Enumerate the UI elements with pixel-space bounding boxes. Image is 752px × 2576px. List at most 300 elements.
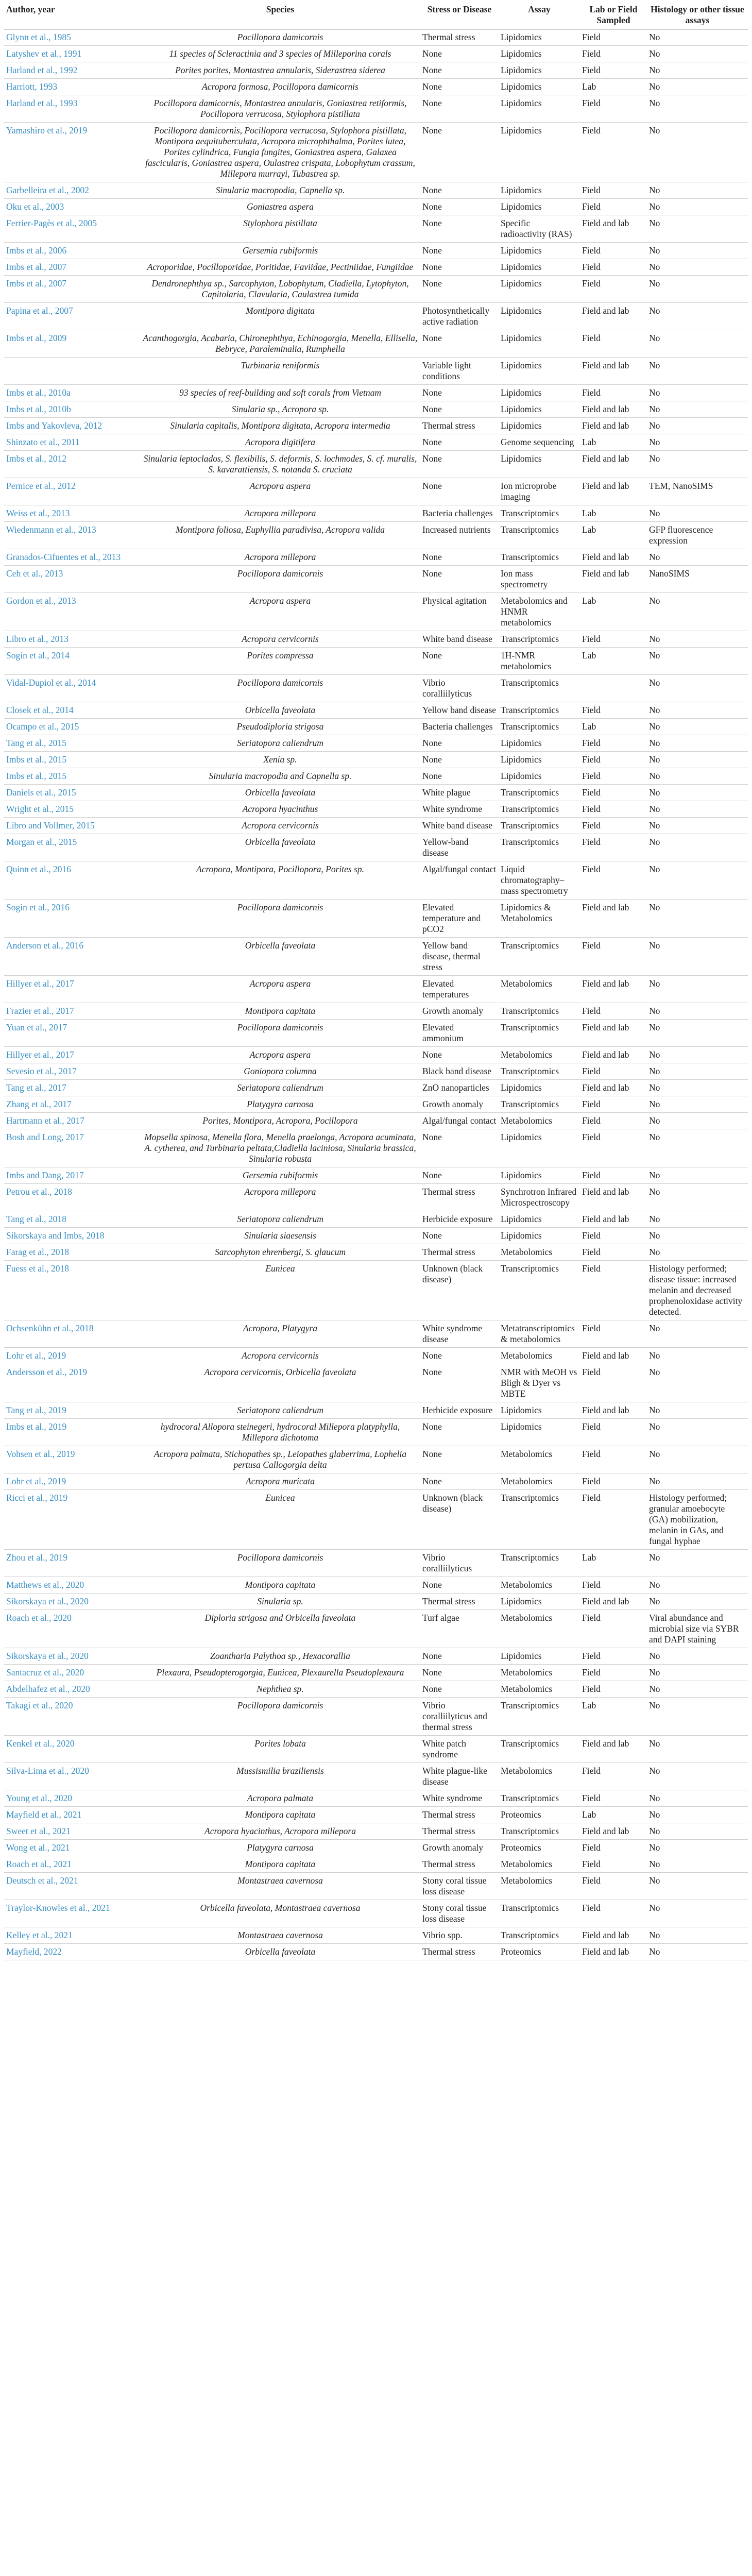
- cell-assay: Transcriptomics: [499, 834, 580, 861]
- cell-author[interactable]: Anderson et al., 2016: [4, 938, 140, 976]
- header-histology: Histology or other tissue assays: [647, 3, 748, 29]
- cell-author[interactable]: Andersson et al., 2019: [4, 1364, 140, 1402]
- cell-author[interactable]: Vidal-Dupiol et al., 2014: [4, 675, 140, 702]
- cell-lab-or-field: Field and lab: [580, 549, 647, 566]
- cell-species: Montipora foliosa, Euphyllia paradivisa, Acropora valida: [140, 522, 420, 549]
- cell-species: Pocillopora damicornis: [140, 1550, 420, 1577]
- cell-author[interactable]: Takagi et al., 2020: [4, 1698, 140, 1736]
- cell-assay: Metabolomics: [499, 1348, 580, 1364]
- cell-histology: Viral abundance and microbial size via SYBR and DAPI staining: [647, 1610, 748, 1648]
- cell-species: hydrocoral Allopora steinegeri, hydrocoral Millepora platyphylla, Millepora dichotoma: [140, 1419, 420, 1446]
- cell-species: Sinularia sp., Acropora sp.: [140, 401, 420, 418]
- cell-lab-or-field: Field: [580, 123, 647, 182]
- table-row: [4, 1473, 748, 1490]
- table-row: [4, 900, 748, 938]
- cell-histology: No: [647, 95, 748, 123]
- cell-author[interactable]: Imbs et al., 2010a: [4, 385, 140, 401]
- cell-stress: Growth anomaly: [420, 1003, 499, 1020]
- header-row: [4, 3, 748, 29]
- cell-histology: No: [647, 62, 748, 79]
- cell-lab-or-field: Field: [580, 1648, 647, 1665]
- cell-histology: No: [647, 900, 748, 938]
- cell-species: Porites compressa: [140, 648, 420, 675]
- table-row: [4, 401, 748, 418]
- cell-author[interactable]: Santacruz et al., 2020: [4, 1665, 140, 1681]
- cell-author[interactable]: Wiedenmann et al., 2013: [4, 522, 140, 549]
- cell-species: Orbicella faveolata: [140, 702, 420, 719]
- cell-histology: No: [647, 1167, 748, 1184]
- table-row: [4, 276, 748, 303]
- cell-histology: No: [647, 79, 748, 95]
- cell-author[interactable]: Daniels et al., 2015: [4, 785, 140, 801]
- cell-histology: No: [647, 1020, 748, 1047]
- cell-lab-or-field: Field: [580, 631, 647, 648]
- cell-lab-or-field: Lab: [580, 434, 647, 451]
- cell-assay: Metabolomics: [499, 1665, 580, 1681]
- cell-lab-or-field: Field and lab: [580, 303, 647, 330]
- cell-author[interactable]: Imbs and Dang, 2017: [4, 1167, 140, 1184]
- table-row: [4, 358, 748, 385]
- cell-species: Acropora aspera: [140, 1047, 420, 1063]
- cell-assay: Transcriptomics: [499, 702, 580, 719]
- cell-author[interactable]: Ricci et al., 2019: [4, 1490, 140, 1550]
- cell-histology: No: [647, 675, 748, 702]
- table-row: [4, 385, 748, 401]
- cell-histology: No: [647, 434, 748, 451]
- cell-species: Acropora cervicornis: [140, 818, 420, 834]
- cell-author[interactable]: Imbs et al., 2007: [4, 259, 140, 276]
- cell-author[interactable]: Silva-Lima et al., 2020: [4, 1763, 140, 1790]
- cell-author[interactable]: Yuan et al., 2017: [4, 1020, 140, 1047]
- cell-author[interactable]: Petrou et al., 2018: [4, 1184, 140, 1211]
- cell-lab-or-field: Field: [580, 1129, 647, 1167]
- table-row: [4, 1594, 748, 1610]
- cell-assay: Lipidomics: [499, 1419, 580, 1446]
- cell-assay: Lipidomics: [499, 358, 580, 385]
- cell-lab-or-field: Field: [580, 1665, 647, 1681]
- cell-species: Sinularia macropodia, Capnella sp.: [140, 182, 420, 199]
- cell-histology: No: [647, 1873, 748, 1900]
- cell-histology: No: [647, 631, 748, 648]
- cell-author[interactable]: Farag et al., 2018: [4, 1244, 140, 1261]
- cell-assay: Lipidomics: [499, 1402, 580, 1419]
- cell-species: 11 species of Scleractinia and 3 species of Milleporina corals: [140, 46, 420, 62]
- cell-stress: None: [420, 735, 499, 752]
- table-row: [4, 1736, 748, 1763]
- cell-stress: White plague: [420, 785, 499, 801]
- cell-author[interactable]: Glynn et al., 1985: [4, 29, 140, 46]
- cell-author[interactable]: Kelley et al., 2021: [4, 1927, 140, 1944]
- cell-stress: None: [420, 549, 499, 566]
- cell-assay: Transcriptomics: [499, 1490, 580, 1550]
- cell-stress: Thermal stress: [420, 1184, 499, 1211]
- cell-histology: No: [647, 768, 748, 785]
- cell-species: Montipora capitata: [140, 1577, 420, 1594]
- cell-author[interactable]: Closek et al., 2014: [4, 702, 140, 719]
- cell-stress: None: [420, 79, 499, 95]
- cell-species: Montipora capitata: [140, 1807, 420, 1823]
- cell-assay: Lipidomics: [499, 1167, 580, 1184]
- cell-stress: Elevated temperatures: [420, 976, 499, 1003]
- cell-histology: No: [647, 549, 748, 566]
- cell-author[interactable]: Tang et al., 2015: [4, 735, 140, 752]
- cell-author[interactable]: Sogin et al., 2016: [4, 900, 140, 938]
- cell-author[interactable]: Kenkel et al., 2020: [4, 1736, 140, 1763]
- cell-author[interactable]: Sevesio et al., 2017: [4, 1063, 140, 1080]
- table-row: [4, 648, 748, 675]
- cell-histology: No: [647, 1681, 748, 1698]
- cell-histology: No: [647, 1113, 748, 1129]
- cell-author[interactable]: Lohr et al., 2019: [4, 1473, 140, 1490]
- cell-author[interactable]: Imbs et al., 2010b: [4, 401, 140, 418]
- cell-lab-or-field: Field: [580, 1167, 647, 1184]
- cell-author[interactable]: Frazier et al., 2017: [4, 1003, 140, 1020]
- cell-species: Mussismilia braziliensis: [140, 1763, 420, 1790]
- cell-stress: Yellow band disease, thermal stress: [420, 938, 499, 976]
- cell-species: Platygyra carnosa: [140, 1840, 420, 1856]
- cell-assay: Transcriptomics: [499, 719, 580, 735]
- cell-histology: No: [647, 451, 748, 478]
- cell-lab-or-field: Field: [580, 785, 647, 801]
- cell-author[interactable]: Ocampo et al., 2015: [4, 719, 140, 735]
- header-assay: Assay: [499, 3, 580, 29]
- cell-species: Orbicella faveolata: [140, 834, 420, 861]
- cell-author[interactable]: Gordon et al., 2013: [4, 593, 140, 631]
- cell-species: Orbicella faveolata: [140, 938, 420, 976]
- cell-histology: No: [647, 1364, 748, 1402]
- cell-author[interactable]: Mayfield et al., 2021: [4, 1807, 140, 1823]
- cell-assay: Lipidomics: [499, 1594, 580, 1610]
- cell-assay: Lipidomics: [499, 768, 580, 785]
- cell-histology: No: [647, 1577, 748, 1594]
- table-row: [4, 1003, 748, 1020]
- cell-species: Gersemia rubiformis: [140, 243, 420, 259]
- table-row: [4, 451, 748, 478]
- cell-author[interactable]: Sikorskaya et al., 2020: [4, 1594, 140, 1610]
- cell-author[interactable]: Harriott, 1993: [4, 79, 140, 95]
- cell-author[interactable]: Mayfield, 2022: [4, 1944, 140, 1960]
- cell-lab-or-field: Lab: [580, 1550, 647, 1577]
- cell-author[interactable]: [4, 358, 140, 385]
- cell-assay: Transcriptomics: [499, 1003, 580, 1020]
- cell-stress: Thermal stress: [420, 1807, 499, 1823]
- cell-assay: Lipidomics: [499, 199, 580, 215]
- cell-assay: Transcriptomics: [499, 1927, 580, 1944]
- table-row: [4, 1763, 748, 1790]
- cell-author[interactable]: Zhou et al., 2019: [4, 1550, 140, 1577]
- cell-stress: None: [420, 330, 499, 358]
- cell-author[interactable]: Ferrier-Pagès et al., 2005: [4, 215, 140, 243]
- cell-assay: Ion microprobe imaging: [499, 478, 580, 505]
- cell-assay: Metabolomics: [499, 1873, 580, 1900]
- cell-assay: Liquid chromatography–mass spectrometry: [499, 861, 580, 900]
- cell-author[interactable]: Weiss et al., 2013: [4, 505, 140, 522]
- cell-species: Turbinaria reniformis: [140, 358, 420, 385]
- cell-stress: Growth anomaly: [420, 1096, 499, 1113]
- cell-stress: Thermal stress: [420, 1823, 499, 1840]
- cell-lab-or-field: Field and lab: [580, 215, 647, 243]
- cell-lab-or-field: Lab: [580, 1698, 647, 1736]
- cell-histology: No: [647, 418, 748, 434]
- cell-stress: None: [420, 199, 499, 215]
- cell-stress: White band disease: [420, 631, 499, 648]
- cell-lab-or-field: Field: [580, 1228, 647, 1244]
- cell-species: Porites, Montipora, Acropora, Pocillopora: [140, 1113, 420, 1129]
- cell-stress: Elevated temperature and pCO2: [420, 900, 499, 938]
- cell-stress: None: [420, 1681, 499, 1698]
- table-row: [4, 62, 748, 79]
- cell-species: Pocillopora damicornis: [140, 675, 420, 702]
- cell-assay: Transcriptomics: [499, 675, 580, 702]
- table-row: [4, 735, 748, 752]
- table-row: [4, 1129, 748, 1167]
- cell-author[interactable]: Hillyer et al., 2017: [4, 976, 140, 1003]
- cell-species: Acropora hyacinthus: [140, 801, 420, 818]
- table-row: [4, 566, 748, 593]
- table-row: [4, 938, 748, 976]
- table-row: [4, 215, 748, 243]
- table-row: [4, 505, 748, 522]
- cell-lab-or-field: Field: [580, 1063, 647, 1080]
- table-row: [4, 818, 748, 834]
- cell-author[interactable]: Sweet et al., 2021: [4, 1823, 140, 1840]
- cell-assay: Lipidomics & Metabolomics: [499, 900, 580, 938]
- table-row: [4, 549, 748, 566]
- cell-lab-or-field: Field and lab: [580, 401, 647, 418]
- cell-histology: No: [647, 199, 748, 215]
- cell-lab-or-field: Field: [580, 29, 647, 46]
- cell-author[interactable]: Sikorskaya et al., 2020: [4, 1648, 140, 1665]
- table-row: [4, 1856, 748, 1873]
- cell-author[interactable]: Oku et al., 2003: [4, 199, 140, 215]
- cell-histology: No: [647, 648, 748, 675]
- cell-stress: Yellow band disease: [420, 702, 499, 719]
- table-row: [4, 1873, 748, 1900]
- cell-stress: None: [420, 276, 499, 303]
- cell-author[interactable]: Libro et al., 2013: [4, 631, 140, 648]
- cell-histology: No: [647, 1856, 748, 1873]
- table-row: [4, 1047, 748, 1063]
- cell-author[interactable]: Yamashiro et al., 2019: [4, 123, 140, 182]
- cell-assay: Proteomics: [499, 1840, 580, 1856]
- cell-lab-or-field: Field: [580, 752, 647, 768]
- cell-author[interactable]: Imbs and Yakovleva, 2012: [4, 418, 140, 434]
- cell-author[interactable]: Imbs et al., 2015: [4, 752, 140, 768]
- cell-stress: None: [420, 648, 499, 675]
- table-row: [4, 303, 748, 330]
- table-row: [4, 1261, 748, 1320]
- cell-author[interactable]: Tang et al., 2019: [4, 1402, 140, 1419]
- cell-lab-or-field: Field: [580, 1873, 647, 1900]
- cell-assay: Lipidomics: [499, 182, 580, 199]
- cell-histology: Histology performed; granular amoebocyte (GA) mobilization, melanin in GAs, and fungal hyphae: [647, 1490, 748, 1550]
- cell-stress: None: [420, 62, 499, 79]
- cell-species: Pocillopora damicornis: [140, 1020, 420, 1047]
- cell-author[interactable]: Bosh and Long, 2017: [4, 1129, 140, 1167]
- cell-stress: None: [420, 1228, 499, 1244]
- table-row: [4, 1419, 748, 1446]
- cell-assay: Lipidomics: [499, 1129, 580, 1167]
- cell-species: Acanthogorgia, Acabaria, Chironephthya, Echinogorgia, Menella, Ellisella, Bebryce, Paraleminalia, Rumphella: [140, 330, 420, 358]
- cell-lab-or-field: Field and lab: [580, 1020, 647, 1047]
- cell-author[interactable]: Hartmann et al., 2017: [4, 1113, 140, 1129]
- cell-histology: No: [647, 1047, 748, 1063]
- cell-stress: White band disease: [420, 818, 499, 834]
- cell-assay: Transcriptomics: [499, 1823, 580, 1840]
- header-lab: Lab or Field Sampled: [580, 3, 647, 29]
- cell-author[interactable]: Quinn et al., 2016: [4, 861, 140, 900]
- table-row: [4, 861, 748, 900]
- cell-species: Acropora digitifera: [140, 434, 420, 451]
- cell-stress: None: [420, 1577, 499, 1594]
- cell-assay: Lipidomics: [499, 123, 580, 182]
- cell-author[interactable]: Matthews et al., 2020: [4, 1577, 140, 1594]
- table-row: [4, 1648, 748, 1665]
- cell-stress: Variable light conditions: [420, 358, 499, 385]
- cell-author[interactable]: Granados-Cifuentes et al., 2013: [4, 549, 140, 566]
- cell-lab-or-field: Field and lab: [580, 1080, 647, 1096]
- cell-assay: Lipidomics: [499, 79, 580, 95]
- cell-assay: Transcriptomics: [499, 1096, 580, 1113]
- cell-author[interactable]: Imbs et al., 2006: [4, 243, 140, 259]
- cell-histology: No: [647, 1900, 748, 1927]
- cell-assay: Transcriptomics: [499, 818, 580, 834]
- cell-lab-or-field: Field: [580, 1490, 647, 1550]
- cell-histology: No: [647, 1184, 748, 1211]
- cell-author[interactable]: Libro and Vollmer, 2015: [4, 818, 140, 834]
- cell-assay: Specific radioactivity (RAS): [499, 215, 580, 243]
- table-row: [4, 593, 748, 631]
- cell-author[interactable]: Vohsen et al., 2019: [4, 1446, 140, 1473]
- cell-species: Orbicella faveolata, Montastraea cavernosa: [140, 1900, 420, 1927]
- cell-stress: None: [420, 478, 499, 505]
- cell-species: Pocillopora damicornis: [140, 900, 420, 938]
- cell-stress: Thermal stress: [420, 1856, 499, 1873]
- cell-species: Acropora cervicornis, Orbicella faveolata: [140, 1364, 420, 1402]
- cell-assay: Lipidomics: [499, 95, 580, 123]
- cell-author[interactable]: Imbs et al., 2019: [4, 1419, 140, 1446]
- cell-assay: Transcriptomics: [499, 1900, 580, 1927]
- cell-author[interactable]: Harland et al., 1992: [4, 62, 140, 79]
- cell-stress: Stony coral tissue loss disease: [420, 1873, 499, 1900]
- cell-assay: 1H-NMR metabolomics: [499, 648, 580, 675]
- table-row: [4, 1927, 748, 1944]
- cell-author[interactable]: Zhang et al., 2017: [4, 1096, 140, 1113]
- cell-assay: Metabolomics: [499, 1244, 580, 1261]
- cell-author[interactable]: Tang et al., 2018: [4, 1211, 140, 1228]
- cell-species: Montipora capitata: [140, 1003, 420, 1020]
- table-row: [4, 1080, 748, 1096]
- cell-author[interactable]: Roach et al., 2021: [4, 1856, 140, 1873]
- table-row: [4, 976, 748, 1003]
- cell-species: Stylophora pistillata: [140, 215, 420, 243]
- cell-stress: Thermal stress: [420, 1944, 499, 1960]
- cell-histology: No: [647, 276, 748, 303]
- cell-author[interactable]: Young et al., 2020: [4, 1790, 140, 1807]
- cell-author[interactable]: Tang et al., 2017: [4, 1080, 140, 1096]
- cell-stress: ZnO nanoparticles: [420, 1080, 499, 1096]
- cell-author[interactable]: Shinzato et al., 2011: [4, 434, 140, 451]
- cell-lab-or-field: Field: [580, 861, 647, 900]
- cell-stress: Growth anomaly: [420, 1840, 499, 1856]
- cell-author[interactable]: Deutsch et al., 2021: [4, 1873, 140, 1900]
- cell-author[interactable]: Sogin et al., 2014: [4, 648, 140, 675]
- cell-author[interactable]: Fuess et al., 2018: [4, 1261, 140, 1320]
- cell-stress: Vibrio coralliilyticus and thermal stress: [420, 1698, 499, 1736]
- cell-author[interactable]: Ochsenkühn et al., 2018: [4, 1320, 140, 1348]
- header-author: Author, year: [4, 3, 140, 29]
- cell-author[interactable]: Garbelleira et al., 2002: [4, 182, 140, 199]
- cell-author[interactable]: Imbs et al., 2012: [4, 451, 140, 478]
- cell-author[interactable]: Harland et al., 1993: [4, 95, 140, 123]
- cell-stress: None: [420, 1419, 499, 1446]
- cell-histology: No: [647, 785, 748, 801]
- cell-author[interactable]: Roach et al., 2020: [4, 1610, 140, 1648]
- cell-author[interactable]: Sikorskaya and Imbs, 2018: [4, 1228, 140, 1244]
- cell-species: Platygyra carnosa: [140, 1096, 420, 1113]
- cell-stress: Thermal stress: [420, 1594, 499, 1610]
- cell-histology: No: [647, 1698, 748, 1736]
- cell-author[interactable]: Imbs et al., 2007: [4, 276, 140, 303]
- cell-histology: No: [647, 1736, 748, 1763]
- cell-histology: No: [647, 1228, 748, 1244]
- cell-author[interactable]: Pernice et al., 2012: [4, 478, 140, 505]
- cell-histology: No: [647, 1003, 748, 1020]
- cell-author[interactable]: Imbs et al., 2009: [4, 330, 140, 358]
- cell-species: Montipora digitata: [140, 303, 420, 330]
- cell-assay: Lipidomics: [499, 46, 580, 62]
- cell-lab-or-field: Field and lab: [580, 1348, 647, 1364]
- cell-histology: No: [647, 259, 748, 276]
- cell-species: Acroporidae, Pocilloporidae, Poritidae, Faviidae, Pectiniidae, Fungiidae: [140, 259, 420, 276]
- cell-author[interactable]: Ceh et al., 2013: [4, 566, 140, 593]
- cell-assay: Transcriptomics: [499, 1063, 580, 1080]
- table-row: [4, 478, 748, 505]
- cell-author[interactable]: Lohr et al., 2019: [4, 1348, 140, 1364]
- cell-lab-or-field: Field: [580, 276, 647, 303]
- cell-assay: Proteomics: [499, 1807, 580, 1823]
- cell-species: Pocillopora damicornis: [140, 29, 420, 46]
- cell-lab-or-field: Field: [580, 46, 647, 62]
- cell-author[interactable]: Latyshev et al., 1991: [4, 46, 140, 62]
- cell-author[interactable]: Wright et al., 2015: [4, 801, 140, 818]
- cell-stress: Bacteria challenges: [420, 719, 499, 735]
- table-row: [4, 1113, 748, 1129]
- cell-author[interactable]: Abdelhafez et al., 2020: [4, 1681, 140, 1698]
- table-row: [4, 330, 748, 358]
- cell-stress: White patch syndrome: [420, 1736, 499, 1763]
- cell-histology: No: [647, 1927, 748, 1944]
- cell-assay: Transcriptomics: [499, 1736, 580, 1763]
- cell-lab-or-field: Field and lab: [580, 1047, 647, 1063]
- cell-author[interactable]: Morgan et al., 2015: [4, 834, 140, 861]
- cell-lab-or-field: Field: [580, 1113, 647, 1129]
- cell-assay: Lipidomics: [499, 418, 580, 434]
- cell-species: Acropora formosa, Pocillopora damicornis: [140, 79, 420, 95]
- cell-species: Porites porites, Montastrea annularis, Siderastrea siderea: [140, 62, 420, 79]
- cell-histology: No: [647, 938, 748, 976]
- table-row: [4, 1020, 748, 1047]
- cell-lab-or-field: Field: [580, 1320, 647, 1348]
- cell-stress: None: [420, 259, 499, 276]
- cell-author[interactable]: Wong et al., 2021: [4, 1840, 140, 1856]
- cell-author[interactable]: Imbs et al., 2015: [4, 768, 140, 785]
- cell-assay: Lipidomics: [499, 303, 580, 330]
- cell-author[interactable]: Papina et al., 2007: [4, 303, 140, 330]
- cell-author[interactable]: Hillyer et al., 2017: [4, 1047, 140, 1063]
- cell-author[interactable]: Traylor-Knowles et al., 2021: [4, 1900, 140, 1927]
- cell-assay: Transcriptomics: [499, 1261, 580, 1320]
